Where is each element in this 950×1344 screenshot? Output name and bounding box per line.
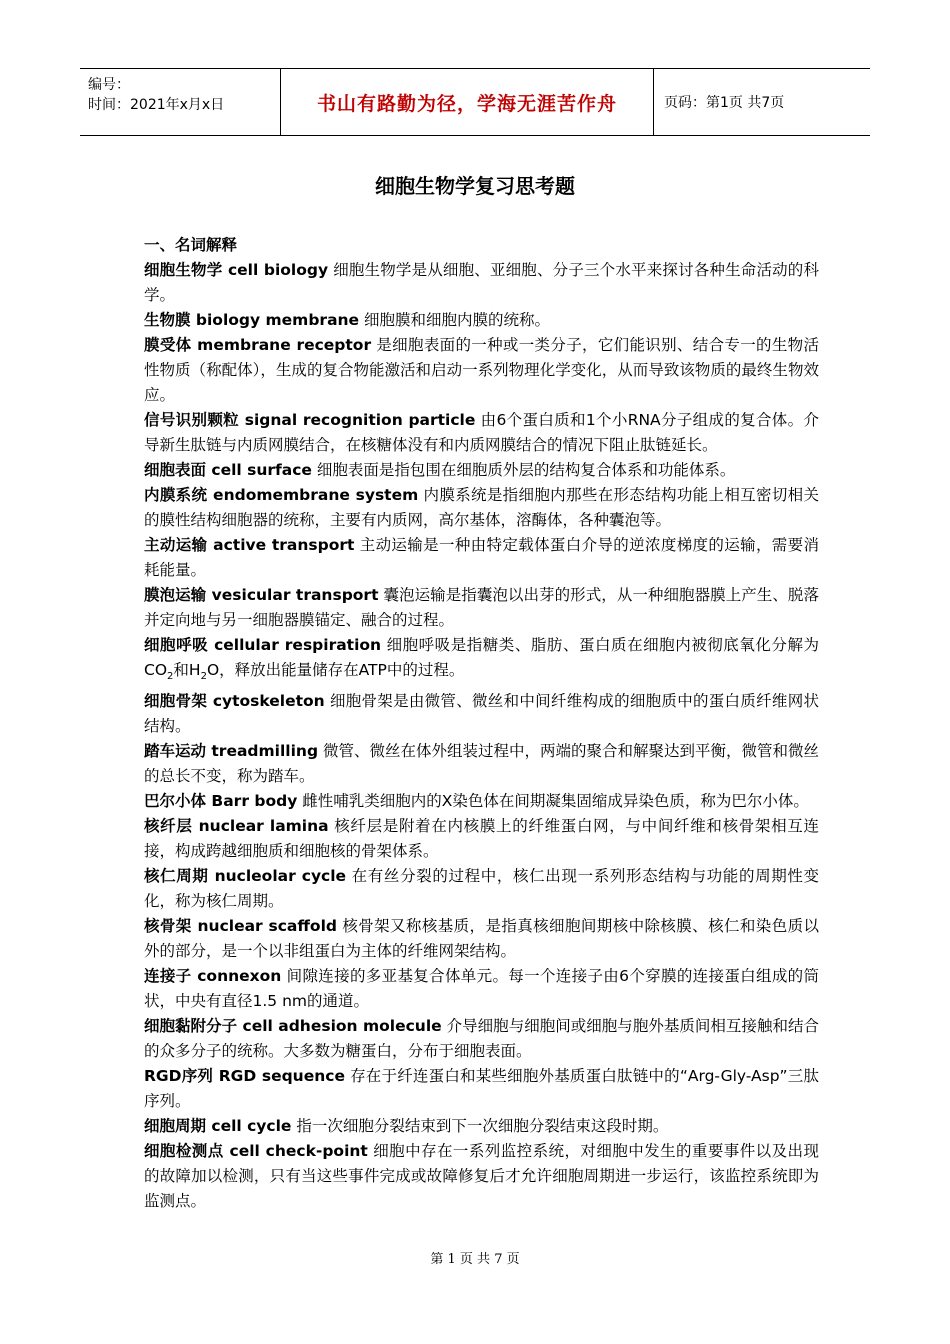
entry-definition: 雌性哺乳类细胞内的X染色体在间期凝集固缩成异染色质，称为巴尔小体。 — [302, 792, 809, 811]
glossary-entry — [144, 914, 819, 964]
entry-definition: 细胞呼吸是指糖类、脂肪、蛋白质在细胞内被彻底氧化分解为$CO_2$和$H_2O$，释放出能量储存在ATP中的过程。 — [144, 636, 819, 683]
entry-term: 巴尔小体 Barr body — [144, 792, 298, 811]
entry-term: 膜泡运输 vesicular transport — [144, 586, 379, 604]
entry-term: 核纤层 nuclear lamina — [144, 817, 329, 836]
glossary-entry — [144, 739, 819, 789]
header-left-cell — [80, 69, 281, 135]
glossary-entry — [144, 408, 819, 458]
glossary-entry — [144, 789, 819, 814]
entry-definition: 在有丝分裂的过程中，核仁出现一系列形态结构与功能的周期性变化，称为核仁周期。 — [144, 867, 819, 911]
entry-term: 生物膜 biology membrane — [144, 311, 360, 329]
glossary-entry — [144, 1014, 819, 1064]
glossary-entry — [144, 483, 819, 533]
entry-definition: 主动运输是一种由特定载体蛋白介导的逆浓度梯度的运输，需要消耗能量。 — [144, 536, 819, 579]
page-label: 页码：第1页 共7页 — [664, 95, 785, 111]
entry-term: 细胞表面 cell surface — [144, 461, 312, 479]
glossary-entry — [144, 533, 819, 583]
entry-definition: 囊泡运输是指囊泡以出芽的形式，从一种细胞器膜上产生、脱落并定向地与另一细胞器膜锚定、融合的过程。 — [144, 586, 819, 629]
entry-definition: 核骨架又称核基质，是指真核细胞间期核中除核膜、核仁和染色质以外的部分，是一个以非组蛋白为主体的纤维网架结构。 — [144, 917, 819, 961]
page-footer: 第 1 页 共 7 页 — [430, 1252, 520, 1267]
entry-term: 主动运输 active transport — [144, 536, 355, 554]
glossary-entry — [144, 1114, 819, 1139]
entry-term: 连接子 connexon — [144, 967, 282, 986]
glossary-entry — [144, 633, 819, 689]
entry-definition: 微管、微丝在体外组装过程中，两端的聚合和解聚达到平衡，微管和微丝的总长不变，称为踏车。 — [144, 742, 820, 786]
entry-definition: 细胞中存在一系列监控系统，对细胞中发生的重要事件以及出现的故障加以检测，只有当这些事件完成或故障修复后才允许细胞周期进一步运行，该监控系统即为监测点。 — [144, 1142, 819, 1211]
glossary-entry — [144, 964, 819, 1014]
entry-definition: 细胞表面是指包围在细胞质外层的结构复合体系和功能体系。 — [316, 461, 736, 479]
entry-definition: 间隙连接的多亚基复合体单元。每一个连接子由6个穿膜的连接蛋白组成的筒状，中央有直径1.5 nm的通道。 — [144, 967, 819, 1011]
entry-term: 细胞骨架 cytoskeleton — [144, 692, 325, 711]
header-motto-cell — [281, 69, 654, 135]
glossary-entry — [144, 458, 819, 483]
entry-definition: 细胞骨架是由微管、微丝和中间纤维构成的细胞质中的蛋白质纤维网状结构。 — [144, 692, 819, 736]
entry-term: RGD序列 RGD sequence — [144, 1067, 345, 1086]
entry-definition: 细胞生物学是从细胞、亚细胞、分子三个水平来探讨各种生命活动的科学。 — [144, 261, 819, 304]
glossary-entry — [144, 333, 819, 408]
entry-definition: 核纤层是附着在内核膜上的纤维蛋白网，与中间纤维和核骨架相互连接，构成跨越细胞质和细胞核的骨架体系。 — [144, 817, 819, 861]
entry-term: 细胞黏附分子 cell adhesion molecule — [144, 1017, 442, 1036]
glossary-entry — [144, 1064, 819, 1114]
entry-term: 踏车运动 treadmilling — [144, 742, 319, 761]
header-page-cell — [654, 69, 870, 135]
entry-definition: 内膜系统是指细胞内那些在形态结构功能上相互密切相关的膜性结构细胞器的统称，主要有内质网，高尔基体，溶酶体，各种囊泡等。 — [144, 486, 819, 529]
entry-definition: 指一次细胞分裂结束到下一次细胞分裂结束这段时期。 — [296, 1117, 669, 1136]
document-title: 细胞生物学复习思考题 — [375, 174, 575, 198]
entry-term: 细胞呼吸 cellular respiration — [144, 636, 382, 654]
entry-term: 内膜系统 endomembrane system — [144, 486, 419, 504]
document-body — [144, 233, 819, 1214]
entry-term: 信号识别颗粒 signal recognition particle — [144, 411, 476, 429]
entry-definition: 介导细胞与细胞间或细胞与胞外基质间相互接触和结合的众多分子的统称。大多数为糖蛋白，分布于细胞表面。 — [144, 1017, 819, 1061]
entry-definition: 由6个蛋白质和1个小RNA分子组成的复合体。介导新生肽链与内质网膜结合，在核糖体没有和内质网膜结合的情况下阻止肽链延长。 — [144, 411, 819, 454]
entry-term: 核骨架 nuclear scaffold — [144, 917, 337, 936]
entry-definition: 存在于纤连蛋白和某些细胞外基质蛋白肽链中的“Arg-Gly-Asp”三肽序列。 — [144, 1067, 819, 1111]
entry-definition: 细胞膜和细胞内膜的统称。 — [364, 311, 551, 329]
header-table — [80, 68, 870, 136]
glossary-entry — [144, 814, 819, 864]
number-label: 编号： — [88, 77, 130, 93]
entry-definition: 是细胞表面的一种或一类分子，它们能识别、结合专一的生物活性物质（称配体），生成的复合物能激活和启动一系列物理化学变化，从而导致该物质的最终生物效应。 — [144, 336, 819, 404]
entry-term: 细胞周期 cell cycle — [144, 1117, 292, 1136]
glossary-entry — [144, 308, 819, 333]
glossary-entry — [144, 864, 819, 914]
entry-term: 膜受体 membrane receptor — [144, 336, 372, 354]
glossary-entry — [144, 689, 819, 739]
date-label: 时间：2021年x月x日 — [88, 97, 225, 113]
entry-term: 核仁周期 nucleolar cycle — [144, 867, 347, 886]
entry-term: 细胞检测点 cell check-point — [144, 1142, 368, 1161]
glossary-entry — [144, 258, 819, 308]
glossary-entry — [144, 1139, 819, 1214]
glossary-entry — [144, 583, 819, 633]
section-heading: 一、名词解释 — [144, 236, 238, 254]
entry-term: 细胞生物学 cell biology — [144, 261, 329, 279]
motto: 书山有路勤为径，学海无涯苦作舟 — [316, 92, 617, 115]
